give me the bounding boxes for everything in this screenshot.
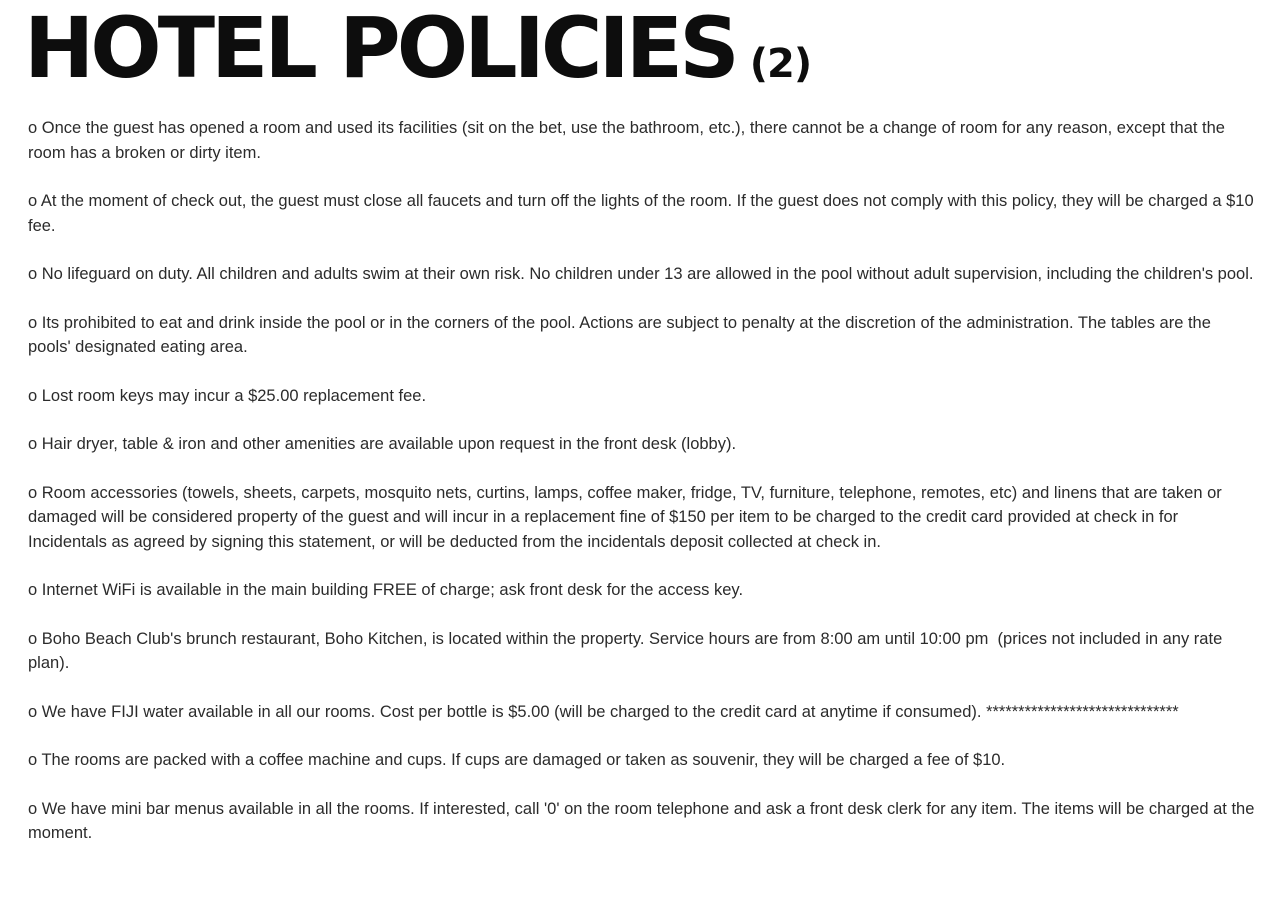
policy-item-checkout-faucets: o At the moment of check out, the guest must close all faucets and turn off the lights of the room. If the guest does not comply with this policy, they will be charged a $10 fee. <box>28 192 1259 235</box>
policy-item-coffee-machine: o The rooms are packed with a coffee machine and cups. If cups are damaged or taken as souvenir, they will be charged a fee of $10. <box>28 751 1006 769</box>
policy-item-brunch-restaurant: o Boho Beach Club's brunch restaurant, Boho Kitchen, is located within the property. Service hours are from 8:00 am until 10:00 pm (prices not included in any rate plan). <box>28 629 1227 672</box>
policy-list <box>28 116 1258 846</box>
policy-item-fiji-water: o We have FIJI water available in all our rooms. Cost per bottle is $5.00 (will be charged to the credit card at anytime if consumed). ****************************** <box>28 702 1179 721</box>
policy-item-wifi: o Internet WiFi is available in the main building FREE of charge; ask front desk for the access key. <box>28 581 744 599</box>
policy-item-amenities-request: o Hair dryer, table & iron and other amenities are available upon request in the front desk (lobby). <box>28 435 737 453</box>
policy-item-no-lifeguard: o No lifeguard on duty. All children and adults swim at their own risk. No children under 13 are allowed in the pool without adult supervision, including the children's pool. <box>28 265 1254 283</box>
policy-item-pool-eating: o Its prohibited to eat and drink inside the pool or in the corners of the pool. Actions are subject to penalty at the discretion of the administration. The tables are the pools' designated eating area. <box>28 313 1216 356</box>
policy-item-room-change: o Once the guest has opened a room and used its facilities (sit on the bet, use the bathroom, etc.), there cannot be a change of room for any reason, except that the room has a broken or dirty item. <box>28 119 1230 162</box>
policy-item-room-accessories: o Room accessories (towels, sheets, carpets, mosquito nets, curtins, lamps, coffee maker, fridge, TV, furniture, telephone, remotes, etc) and linens that are taken or damaged will be considered property of the guest and will incur in a replacement fine of $150 per item to be charged to the credit card provided at check in for Incidentals as agreed by signing this statement, or will be deducted from the incidentals deposit collected at check in. <box>28 483 1227 551</box>
page-title-text: HOTEL POLICIES <box>24 0 736 97</box>
page-title <box>24 0 1258 97</box>
page-title-number: (2) <box>749 41 812 87</box>
policy-item-lost-keys: o Lost room keys may incur a $25.00 replacement fee. <box>28 386 427 405</box>
policy-item-mini-bar: o We have mini bar menus available in all the rooms. If interested, call '0' on the room telephone and ask a front desk clerk for any item. The items will be charged at the moment. <box>28 799 1259 842</box>
